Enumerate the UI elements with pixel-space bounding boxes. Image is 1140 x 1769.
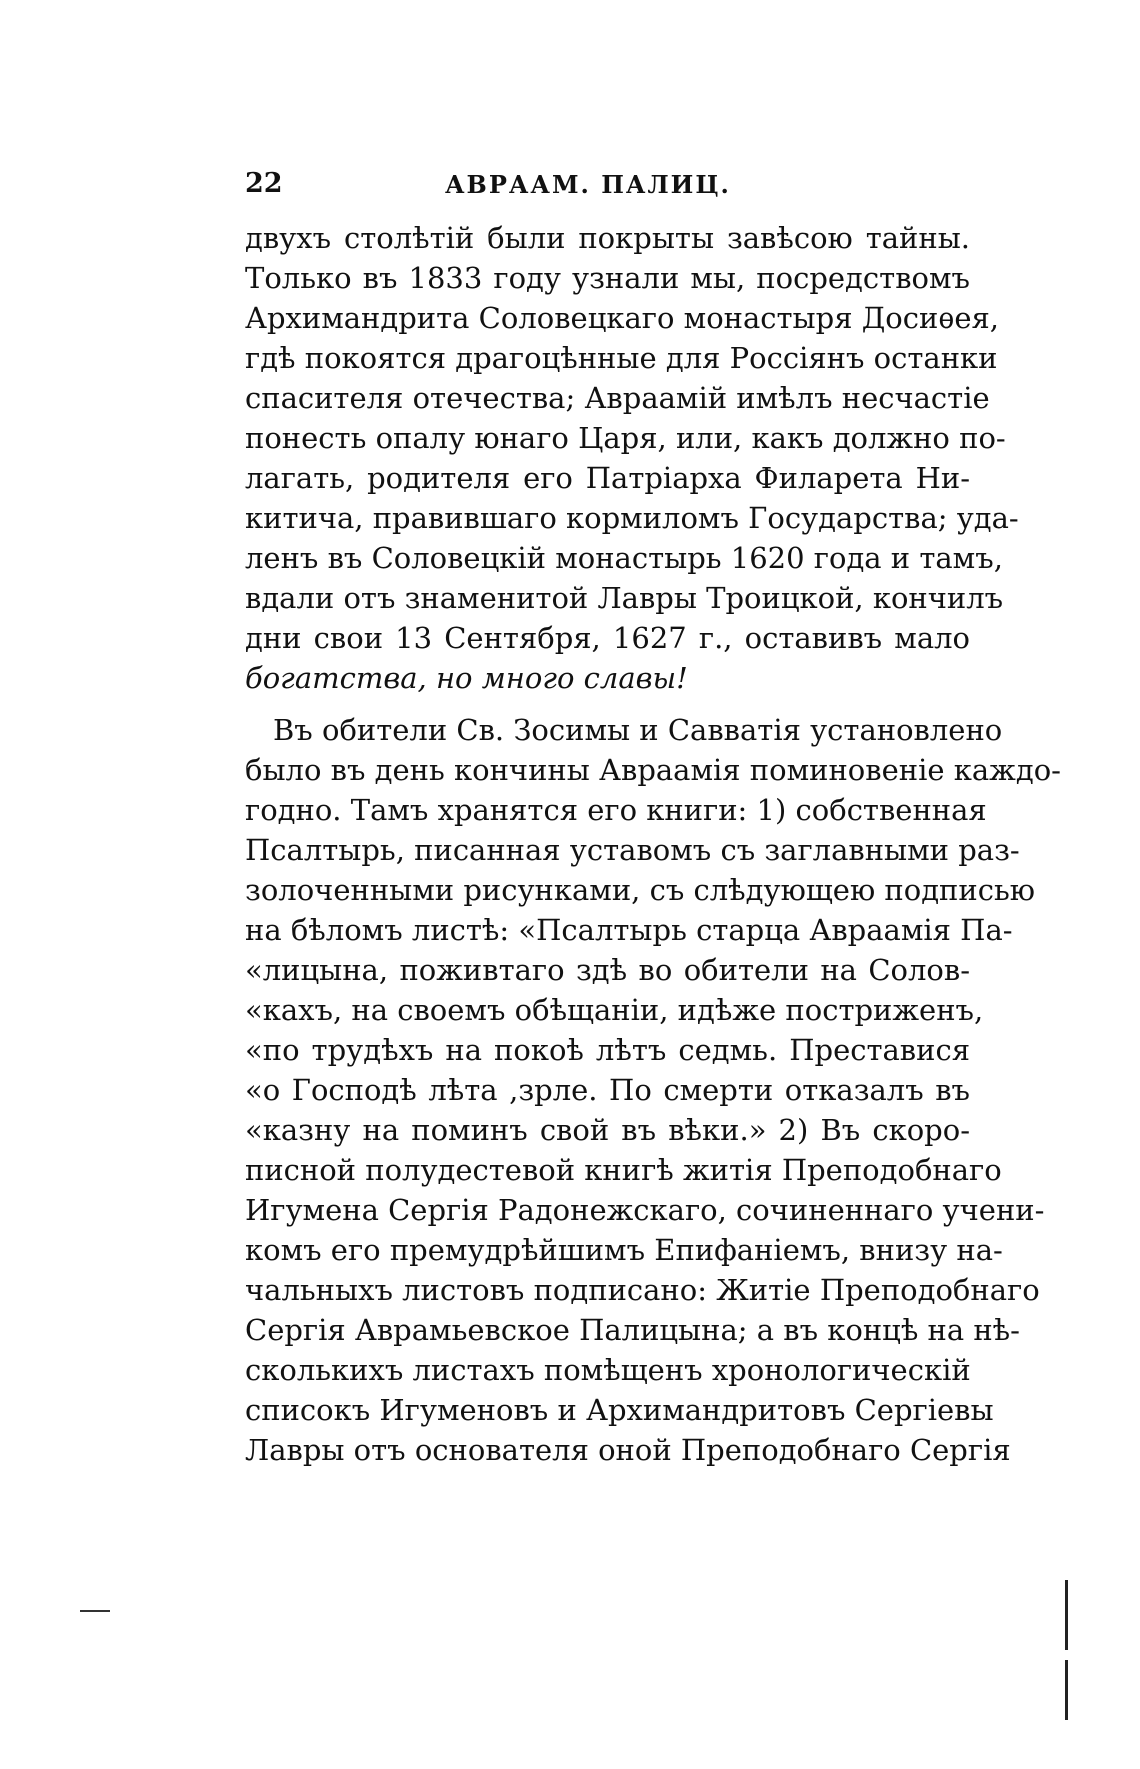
text-line: годно. Тамъ хранятся его книги: 1) собственная [245, 793, 987, 827]
paragraph-gap [245, 698, 970, 710]
text-line: «казну на поминъ свой въ вѣки.» 2) Въ скоро- [245, 1113, 970, 1147]
text-line: дни свои 13 Сентября, 1627 г., оставивъ мало [245, 621, 970, 655]
edge-mark [1065, 1580, 1068, 1650]
text-line: понесть опалу юнаго Царя, или, какъ должно по- [245, 421, 1006, 455]
text-line: сколькихъ листахъ помѣщенъ хронологическій [245, 1353, 971, 1387]
text-line: списокъ Игуменовъ и Архимандритовъ Сергіевы [245, 1393, 994, 1427]
text-line: ленъ въ Соловецкій монастырь 1620 года и тамъ, [245, 541, 1003, 575]
text-line: «по трудѣхъ на покоѣ лѣтъ седмь. Преставися [245, 1033, 970, 1067]
edge-mark [1065, 1660, 1068, 1720]
text-line: Псалтырь, писанная уставомъ съ заглавными раз- [245, 833, 1020, 867]
text-line: двухъ столѣтій были покрыты завѣсою тайны. [245, 221, 970, 255]
text-line: чальныхъ листовъ подписано: Житіе Преподобнаго [245, 1273, 1040, 1307]
text-line: китича, правившаго кормиломъ Государства; уда- [245, 501, 1019, 535]
text-line: «кахъ, на своемъ обѣщаніи, идѣже постриженъ, [245, 993, 984, 1027]
page-header [245, 168, 970, 208]
body-text [245, 218, 1061, 1470]
text-line: Сергія Аврамьевское Палицына; а въ концѣ на нѣ- [245, 1313, 1020, 1347]
page-number: 22 [245, 168, 283, 199]
text-line: было въ день кончины Авраамія поминовеніе каждо- [245, 753, 1061, 787]
text-line: спасителя отечества; Авраамій имѣлъ несчастіе [245, 381, 990, 415]
margin-rule [80, 1610, 110, 1612]
paragraph-2 [245, 710, 1061, 1470]
text-line: Въ обители Св. Зосимы и Савватія установлено [273, 713, 1003, 747]
text-line: «о Господѣ лѣта ,зрле. По смерти отказалъ въ [245, 1073, 970, 1107]
text-line: на бѣломъ листѣ: «Псалтырь старца Авраамія Па- [245, 913, 1013, 947]
text-line: золоченными рисунками, съ слѣдующею подписью [245, 873, 1035, 907]
text-line: вдали отъ знаменитой Лавры Троицкой, кончилъ [245, 581, 1004, 615]
paragraph-1 [245, 218, 1019, 698]
text-line-italic: богатства, но много славы! [245, 661, 688, 695]
text-line: Только въ 1833 году узнали мы, посредствомъ [245, 261, 970, 295]
text-line: лагать, родителя его Патріарха Филарета Ни- [245, 461, 970, 495]
text-line: Архимандрита Соловецкаго монастыря Досиѳея, [245, 301, 1000, 335]
text-line: Лавры отъ основателя оной Преподобнаго Сергія [245, 1433, 1011, 1467]
text-line: комъ его премудрѣйшимъ Епифаніемъ, внизу на- [245, 1233, 1003, 1267]
text-line: писной полудестевой книгѣ житія Преподобнаго [245, 1153, 1002, 1187]
running-title: АВРААМ. ПАЛИЦ. [445, 170, 731, 199]
text-line: гдѣ покоятся драгоцѣнные для Россіянъ останки [245, 341, 998, 375]
text-line: Игумена Сергія Радонежскаго, сочиненнаго учени- [245, 1193, 1045, 1227]
text-line: «лицына, поживтаго здѣ во обители на Солов- [245, 953, 970, 987]
